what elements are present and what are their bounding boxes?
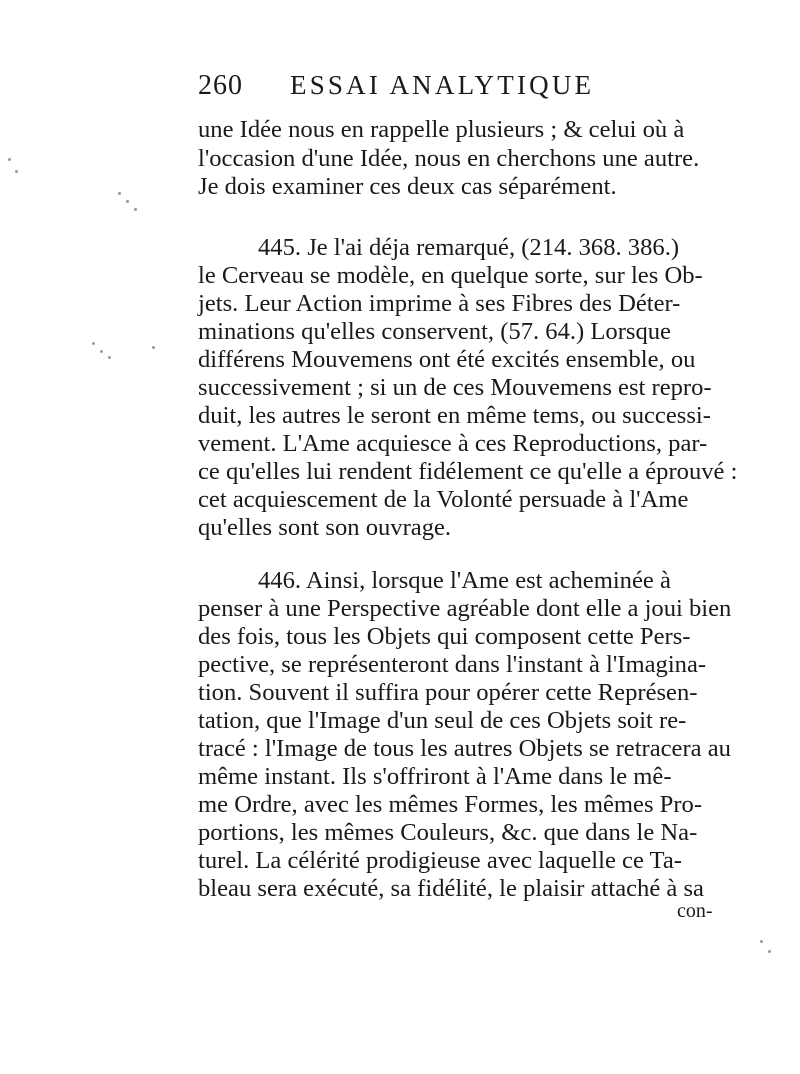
text-line: bleau sera exécuté, sa fidélité, le plaisir attaché à sa <box>198 875 704 902</box>
text-line: le Cerveau se modèle, en quelque sorte, sur les Ob- <box>198 262 703 289</box>
paper-speck <box>118 192 121 195</box>
text-line: l'occasion d'une Idée, nous en cherchons une autre. <box>198 145 700 172</box>
running-title: ESSAI ANALYTIQUE <box>290 70 595 100</box>
paper-speck <box>92 342 95 345</box>
text-line: jets. Leur Action imprime à ses Fibres des Déter- <box>198 290 681 317</box>
text-line: tion. Souvent il suffira pour opérer cette Représen- <box>198 679 698 706</box>
text-line: ce qu'elles lui rendent fidélement ce qu'elle a éprouvé : <box>198 458 738 485</box>
paragraph-446-first-line: 446. Ainsi, lorsque l'Ame est acheminée à <box>258 567 671 594</box>
paper-speck <box>152 346 155 349</box>
text-line: pective, se représenteront dans l'instant à l'Imagina- <box>198 651 707 678</box>
text-line: tracé : l'Image de tous les autres Objets se retracera au <box>198 735 731 762</box>
text-line: qu'elles sont son ouvrage. <box>198 514 452 541</box>
paper-speck <box>760 940 763 943</box>
text-line: minations qu'elles conservent, (57. 64.) Lorsque <box>198 318 671 345</box>
text-line: une Idée nous en rappelle plusieurs ; & celui où à <box>198 116 685 143</box>
paper-speck <box>108 356 111 359</box>
text-line: tation, que l'Image d'un seul de ces Objets soit re- <box>198 707 687 734</box>
text-line: portions, les mêmes Couleurs, &c. que dans le Na- <box>198 819 698 846</box>
paper-speck <box>15 170 18 173</box>
text-line: turel. La célérité prodigieuse avec laquelle ce Ta- <box>198 847 682 874</box>
paper-speck <box>8 158 11 161</box>
paper-speck <box>100 350 103 353</box>
text-line: duit, les autres le seront en même tems, ou successi- <box>198 402 711 429</box>
text-line: me Ordre, avec les mêmes Formes, les mêmes Pro- <box>198 791 703 818</box>
paper-speck <box>126 200 129 203</box>
running-head <box>198 66 730 106</box>
text-line: même instant. Ils s'offriront à l'Ame dans le mê- <box>198 763 672 790</box>
catchword: con- <box>677 900 713 922</box>
text-line: vement. L'Ame acquiesce à ces Reproductions, par- <box>198 430 708 457</box>
paper-speck <box>134 208 137 211</box>
page-number: 260 <box>198 70 243 101</box>
text-line: Je dois examiner ces deux cas séparément. <box>198 173 617 200</box>
text-line: successivement ; si un de ces Mouvemens est repro- <box>198 374 712 401</box>
paper-speck <box>768 950 771 953</box>
text-line: cet acquiescement de la Volonté persuade à l'Ame <box>198 486 689 513</box>
text-line: différens Mouvemens ont été excités ensemble, ou <box>198 346 696 373</box>
paragraph-445-first-line: 445. Je l'ai déja remarqué, (214. 368. 386.) <box>258 234 680 261</box>
text-line: penser à une Perspective agréable dont elle a joui bien <box>198 595 732 622</box>
text-line: des fois, tous les Objets qui composent cette Pers- <box>198 623 691 650</box>
